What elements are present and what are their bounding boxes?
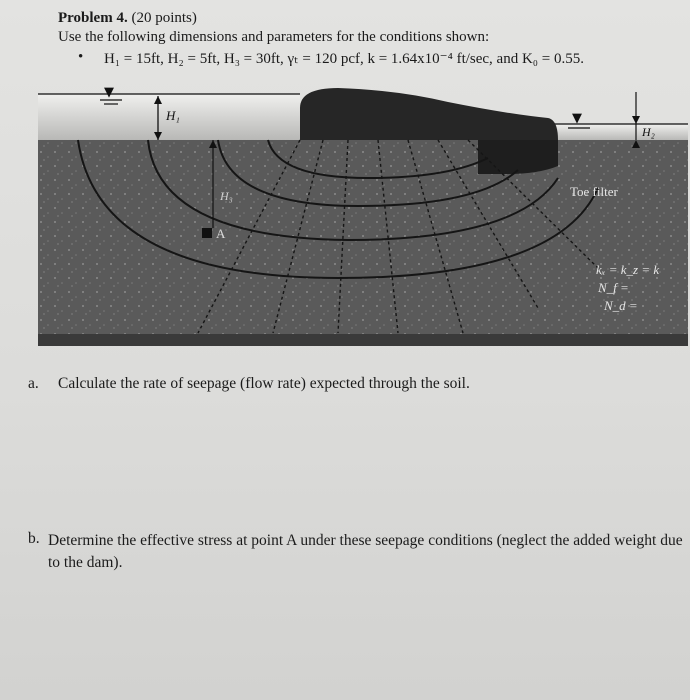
toe-filter-block: [478, 140, 558, 174]
problem-title: [58, 10, 197, 27]
seepage-flow-net-figure: [38, 78, 688, 358]
problem-intro: Use the following dimensions and parameters for the conditions shown:: [58, 29, 490, 45]
h3-label: H₃: [220, 189, 233, 203]
question-a-text: Calculate the rate of seepage (flow rate) expected through the soil.: [58, 375, 470, 392]
question-a-letter: a.: [28, 375, 39, 392]
bullet-icon: •: [78, 49, 84, 65]
downstream-water-symbol-icon: ▼: [572, 111, 582, 126]
dam-body: [300, 88, 558, 140]
point-a-marker: [202, 228, 212, 238]
h1-label: H₁: [166, 108, 180, 123]
nf-label: N_f =: [598, 280, 629, 295]
permeability-label: kₓ = k_z = k: [596, 262, 660, 277]
impervious-base: [38, 334, 688, 346]
problem-points: (20 points): [131, 10, 197, 26]
question-b-letter: b.: [28, 530, 40, 547]
question-b-text: Determine the effective stress at point A under these seepage conditions (neglect the added weight due to the dam).: [48, 532, 683, 571]
downstream-water: [538, 124, 688, 140]
problem-number: Problem 4.: [58, 10, 128, 26]
point-a-label: A: [216, 226, 226, 241]
nd-label: N_d =: [604, 298, 638, 313]
upstream-water-symbol-icon: ▼: [104, 85, 114, 100]
h2-arrow-down-icon: [632, 116, 640, 124]
problem-parameters: H₁ = 15ft, H₂ = 5ft, H₃ = 30ft, γₜ = 120 pcf, k = 1.64x10⁻⁴ ft/sec, and K₀ = 0.55.: [104, 51, 584, 67]
toe-filter-label: Toe filter: [570, 184, 618, 199]
h2-label: H₂: [642, 125, 655, 139]
